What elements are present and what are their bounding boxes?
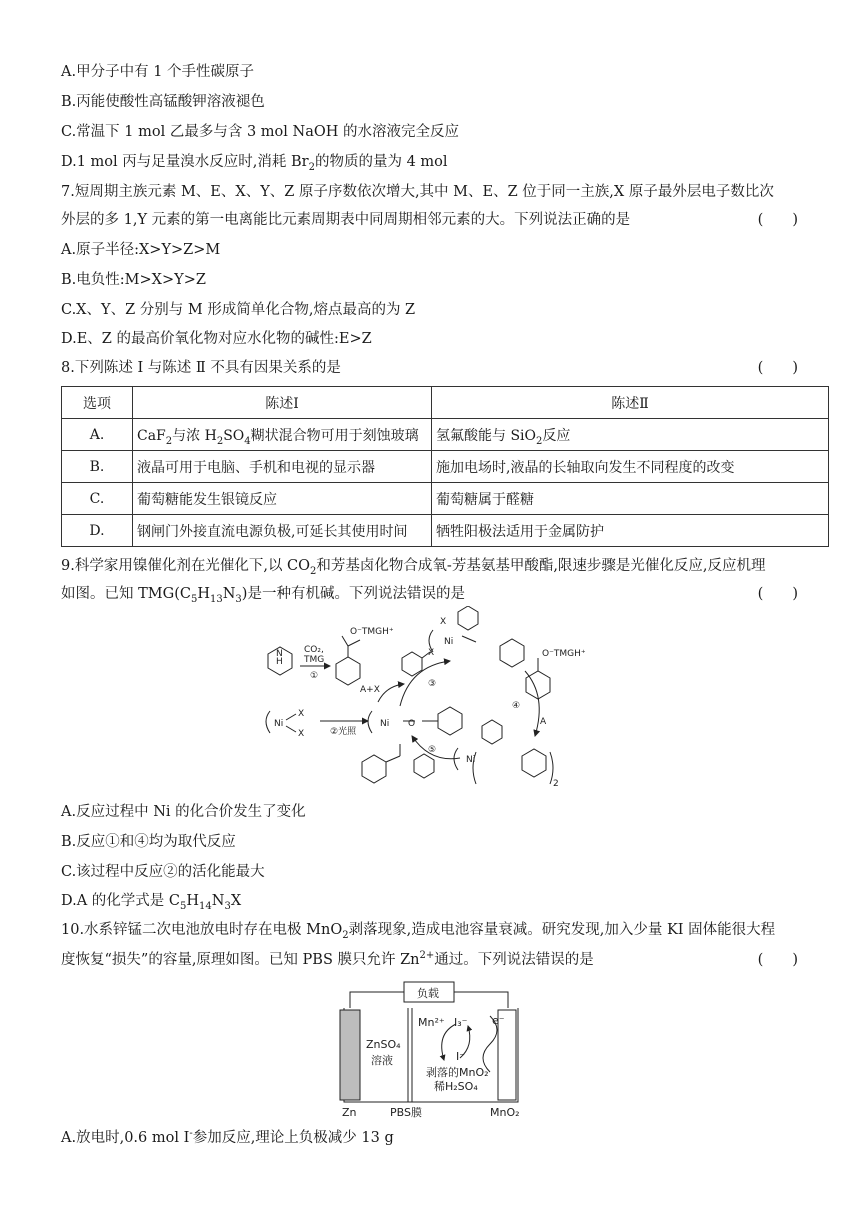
q9-stem-line2: 如图。已知 $TMG(C_5H_{13}N_3)$是一种有机碱。下列说法错误的是 (61, 586, 465, 605)
zn-label: Zn (342, 1106, 357, 1119)
table-cell-option: C. (62, 483, 133, 515)
table-cell-statement2: 葡萄糖属于醛糖 (432, 483, 829, 515)
q7-answer-paren: ( ) (757, 212, 798, 228)
table-cell-statement1: 钢闸门外接直流电源负极,可延长其使用时间 (133, 515, 432, 547)
table-cell-option: A. (62, 419, 133, 451)
table-header-row (62, 387, 829, 419)
table-row (62, 451, 829, 483)
q6-option-c: C.常温下 1 mol 乙最多与含 3 mol NaOH 的水溶液完全反应 (61, 124, 459, 140)
tmgh-label-1: O⁻TMGH⁺ (350, 627, 394, 637)
q9-option-c: C.该过程中反应②的活化能最大 (61, 864, 265, 880)
dilute-h2so4-label: 稀H₂SO₄ (434, 1080, 478, 1093)
q10-answer-paren: ( ) (757, 952, 798, 968)
x-top-label: X (440, 617, 447, 627)
q6-option-a: A.甲分子中有 1 个手性碳原子 (61, 64, 255, 80)
q7-option-b: B.电负性:M>X>Y>Z (61, 272, 206, 288)
table-row (62, 515, 829, 547)
q6-option-d: D.1 mol 丙与足量溴水反应时,消耗 $Br_2$的物质的量为 4 mol (61, 154, 448, 173)
q9-mechanism-diagram (250, 606, 610, 796)
q7-option-c: C.X、Y、Z 分别与 M 形成简单化合物,熔点最高的为 Z (61, 302, 416, 318)
product-a-label: A (540, 717, 547, 727)
solution-label: 溶液 (371, 1054, 393, 1067)
electron-label: e⁻ (492, 1014, 505, 1027)
byproduct-ax: A+X (360, 685, 380, 695)
table-cell-statement2: 施加电场时,液晶的长轴取向发生不同程度的改变 (432, 451, 829, 483)
table-cell-statement1: 葡萄糖能发生银镜反应 (133, 483, 432, 515)
q10-battery-diagram (330, 978, 540, 1120)
q9-answer-paren: ( ) (757, 586, 798, 602)
q6-option-b: B.丙能使酸性高锰酸钾溶液褪色 (61, 94, 265, 110)
table-cell-statement1: CaF$_2$与浓 $H_2SO_4$糊状混合物可用于刻蚀玻璃 (133, 419, 432, 451)
table-cell-option: B. (62, 451, 133, 483)
load-label: 负载 (417, 987, 439, 1000)
ni-x2-label: Ni (274, 719, 284, 729)
x-label-1: X (298, 709, 305, 719)
q8-answer-paren: ( ) (757, 360, 798, 376)
q8-stem: 8.下列陈述 Ⅰ 与陈述 Ⅱ 不具有因果关系的是 (61, 360, 341, 376)
nh-label: H (276, 657, 283, 667)
q9-option-a: A.反应过程中 Ni 的化合价发生了变化 (61, 804, 306, 820)
step5-label: ⑤ (428, 745, 437, 755)
table-row (62, 419, 829, 451)
mno2-label: MnO₂ (490, 1106, 520, 1119)
table-cell-statement2: 牺牲阳极法适用于金属防护 (432, 515, 829, 547)
q9-option-d: D.A 的化学式是 $C_5H_{14}N_3X$ (61, 893, 242, 912)
pbs-label: PBS膜 (390, 1106, 422, 1119)
table-cell-statement1: 液晶可用于电脑、手机和电视的显示器 (133, 451, 432, 483)
q7-option-d: D.E、Z 的最高价氧化物对应水化物的碱性:E>Z (61, 331, 372, 347)
q9-stem-line1: 9.科学家用镍催化剂在光催化下,以 $CO_2$和芳基卤化物合成氧-芳基氨基甲酸酯,限速步骤是光催化反应,反应机理 (61, 558, 766, 577)
q10-option-a: A.放电时,0.6 mol I-参加反应,理论上负极减少 13 g (61, 1128, 394, 1146)
ni-center-label: Ni (380, 719, 390, 729)
x-label-2: X (298, 729, 305, 739)
table-row (62, 483, 829, 515)
i3-label: I₃⁻ (454, 1016, 468, 1029)
step2-label: ②光照 (330, 727, 357, 737)
znso4-label: ZnSO₄ (366, 1038, 401, 1051)
o-label: O (408, 719, 416, 729)
reagent-tmg: TMG (304, 655, 325, 665)
table-cell-option: D. (62, 515, 133, 547)
table-header: 陈述Ⅰ (133, 387, 432, 419)
table-cell-statement2: 氢氟酸能与 SiO$_2$反应 (432, 419, 829, 451)
q10-stem-line1: 10.水系锌锰二次电池放电时存在电极 MnO$_2$剥落现象,造成电池容量衰减。研究发现,加入少量 KI 固体能很大程 (61, 922, 776, 941)
ni-top-label: Ni (444, 637, 454, 647)
aryl-x-label: X (428, 648, 435, 658)
q7-stem-line2: 外层的多 1,Y 元素的第一电离能比元素周期表中同周期相邻元素的大。下列说法正确的是 (61, 212, 631, 228)
subscript-2-label: 2 (553, 779, 559, 789)
tmgh-label-2: O⁻TMGH⁺ (542, 649, 586, 659)
table-header: 选项 (62, 387, 133, 419)
q9-option-b: B.反应①和④均为取代反应 (61, 834, 236, 850)
step4-label: ④ (512, 701, 521, 711)
step1-label: ① (310, 671, 319, 681)
q8-table (61, 386, 829, 547)
reagent-co2: CO₂, (304, 645, 324, 655)
table-header: 陈述Ⅱ (432, 387, 829, 419)
q7-stem-line1: 7.短周期主族元素 M、E、X、Y、Z 原子序数依次增大,其中 M、E、Z 位于同一主族,X 原子最外层电子数比次 (61, 184, 774, 200)
n-label: N (276, 649, 283, 659)
ni-bottom-label: Ni (466, 755, 476, 765)
mn2-label: Mn²⁺ (418, 1016, 445, 1029)
iodide-label: I⁻ (456, 1050, 466, 1063)
q7-option-a: A.原子半径:X>Y>Z>M (61, 242, 221, 258)
step3-label: ③ (428, 679, 437, 689)
peeled-mno2-label: 剥落的MnO₂ (426, 1066, 489, 1079)
q10-stem-line2: 度恢复“损失”的容量,原理如图。已知 PBS 膜只允许 $Zn^{2+}$通过。下列说法错误的是 (61, 950, 594, 968)
